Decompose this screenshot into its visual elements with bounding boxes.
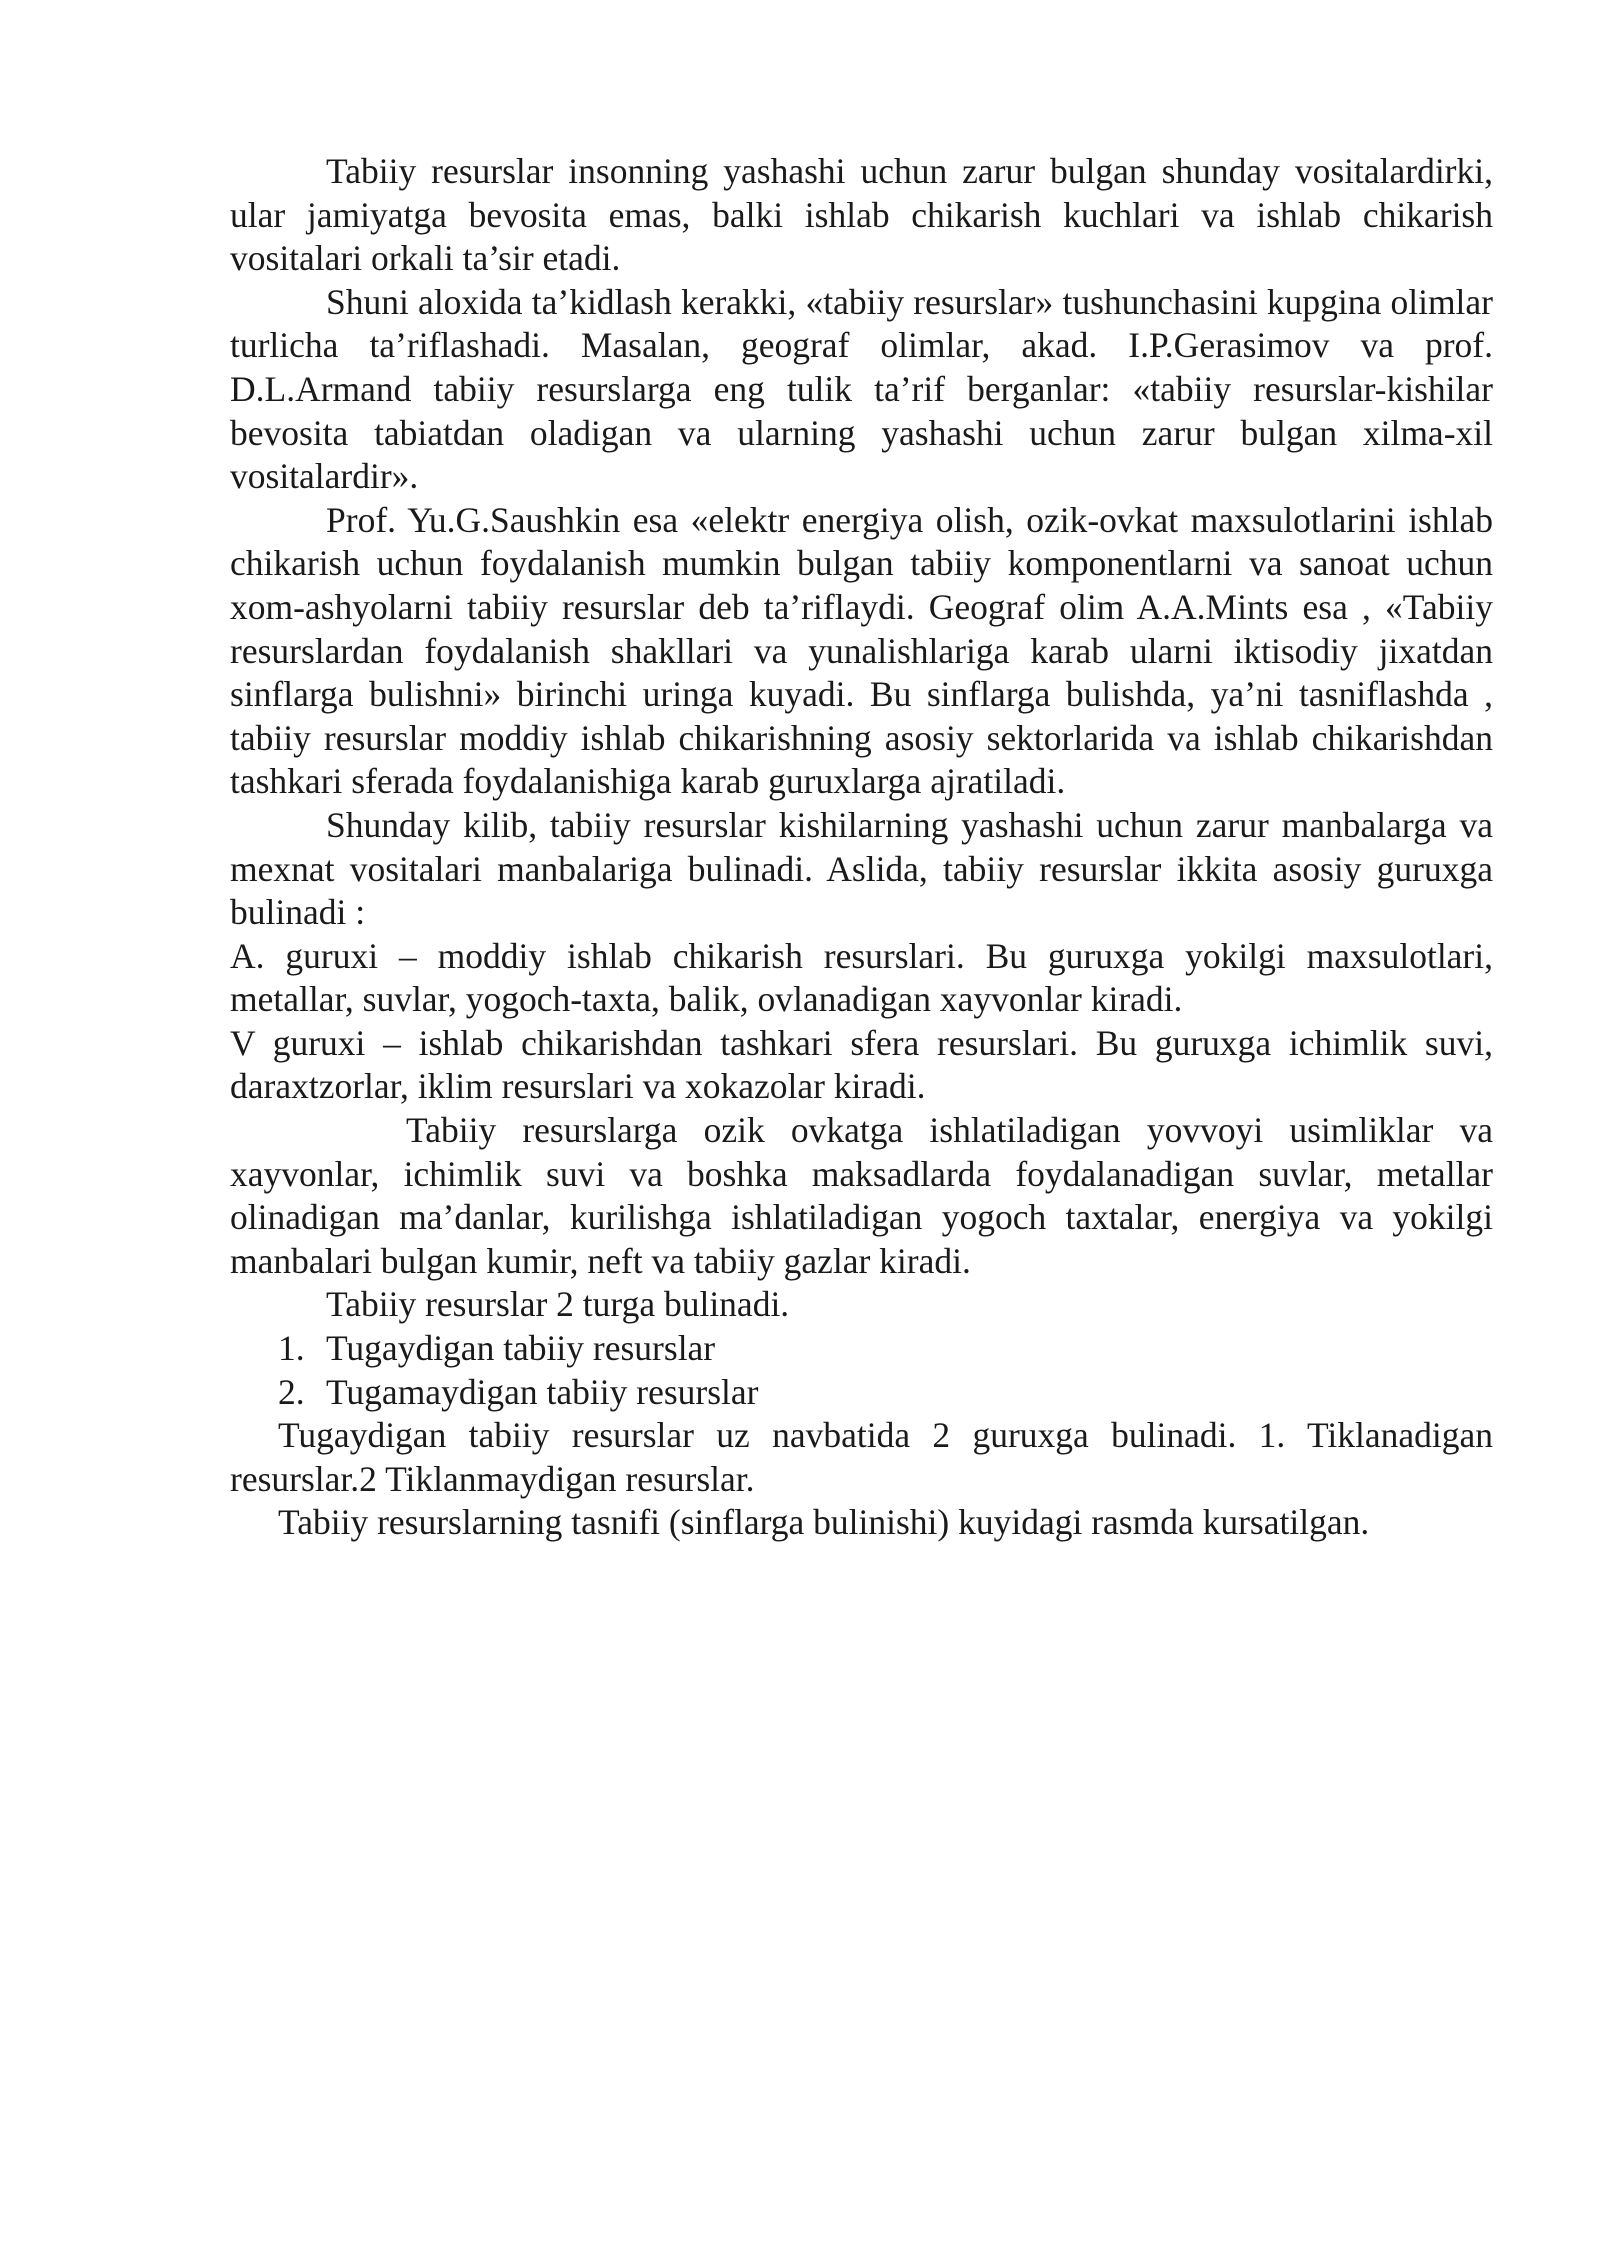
paragraph-two-groups: Shunday kilib, tabiiy resurslar kishilarning yashashi uchun zarur manbalarga va mexnat vositalari manbalariga bulinadi. Aslida, tabiiy resurslar ikkita asosiy guruxga bulinadi :	[230, 804, 1493, 933]
document-body	[230, 150, 1493, 1545]
resource-types-list	[230, 1327, 1493, 1414]
paragraph-gerasimov-armand: Shuni aloxida ta’kidlash kerakki, «tabiiy resurslar» tushunchasini kupgina olimlar turlicha ta’riflashadi. Masalan, geograf olimlar, akad. I.P.Gerasimov va prof. D.L.Armand tabiiy resurslarga eng tulik ta’rif berganlar: «tabiiy resurslar-kishilar bevosita tabiatdan oladigan va ularning yashashi uchun zarur bulgan xilma-xil vositalardir».	[230, 281, 1493, 497]
paragraph-exhaustible-split: Tugaydigan tabiiy resurslar uz navbatida 2 guruxga bulinadi. 1. Tiklanadigan resurslar.2 Tiklanmaydigan resurslar.	[230, 1415, 1493, 1499]
list-item	[230, 1327, 1493, 1371]
paragraph-group-v: V guruxi – ishlab chikarishdan tashkari sfera resurslari. Bu guruxga ichimlik suvi, daraxtzorlar, iklim resurslari va xokazolar kiradi.	[230, 1022, 1493, 1107]
list-item-text: Tugamaydigan tabiiy resurslar	[326, 1371, 759, 1412]
paragraph-classification-figure-ref: Tabiiy resurslarning tasnifi (sinflarga bulinishi) kuyidagi rasmda kursatilgan.	[278, 1502, 1370, 1543]
list-item	[230, 1371, 1493, 1415]
list-item-number: 2.	[278, 1371, 305, 1412]
paragraph-definition: Tabiiy resurslar insonning yashashi uchun zarur bulgan shunday vositalardirki, ular jamiyatga bevosita emas, balki ishlab chikarish kuchlari va ishlab chikarish vositalari orkali ta’sir etadi.	[230, 151, 1493, 279]
paragraph-two-types: Tabiiy resurslar 2 turga bulinadi.	[326, 1284, 790, 1325]
list-item-number: 1.	[278, 1328, 305, 1369]
paragraph-group-a: A. guruxi – moddiy ishlab chikarish resurslari. Bu guruxga yokilgi maxsulotlari, metallar, suvlar, yogoch-taxta, balik, ovlanadigan xayvonlar kiradi.	[230, 935, 1493, 1020]
list-item-text: Tugaydigan tabiiy resurslar	[326, 1328, 716, 1369]
paragraph-resource-examples: Tabiiy resurslarga ozik ovkatga ishlatiladigan yovvoyi usimliklar va xayvonlar, ichimlik suvi va boshka maksadlarda foydalanadigan suvlar, metallar olinadigan ma’danlar, kurilishga ishlatiladigan yogoch taxtalar, energiya va yokilgi manbalari bulgan kumir, neft va tabiiy gazlar kiradi.	[230, 1110, 1493, 1281]
paragraph-saushkin-mints: Prof. Yu.G.Saushkin esa «elektr energiya olish, ozik-ovkat maxsulotlarini ishlab chikarish uchun foydalanish mumkin bulgan tabiiy komponentlarni va sanoat uchun xom-ashyolarni tabiiy resurslar deb ta’riflaydi. Geograf olim A.A.Mints esa , «Tabiiy resurslardan foydalanish shakllari va yunalishlariga karab ularni iktisodiy jixatdan sinflarga bulishni» birinchi uringa kuyadi. Bu sinflarga bulishda, ya’ni tasniflashda , tabiiy resurslar moddiy ishlab chikarishning asosiy sektorlarida va ishlab chikarishdan tashkari sferada foydalanishiga karab guruxlarga ajratiladi.	[230, 499, 1493, 802]
